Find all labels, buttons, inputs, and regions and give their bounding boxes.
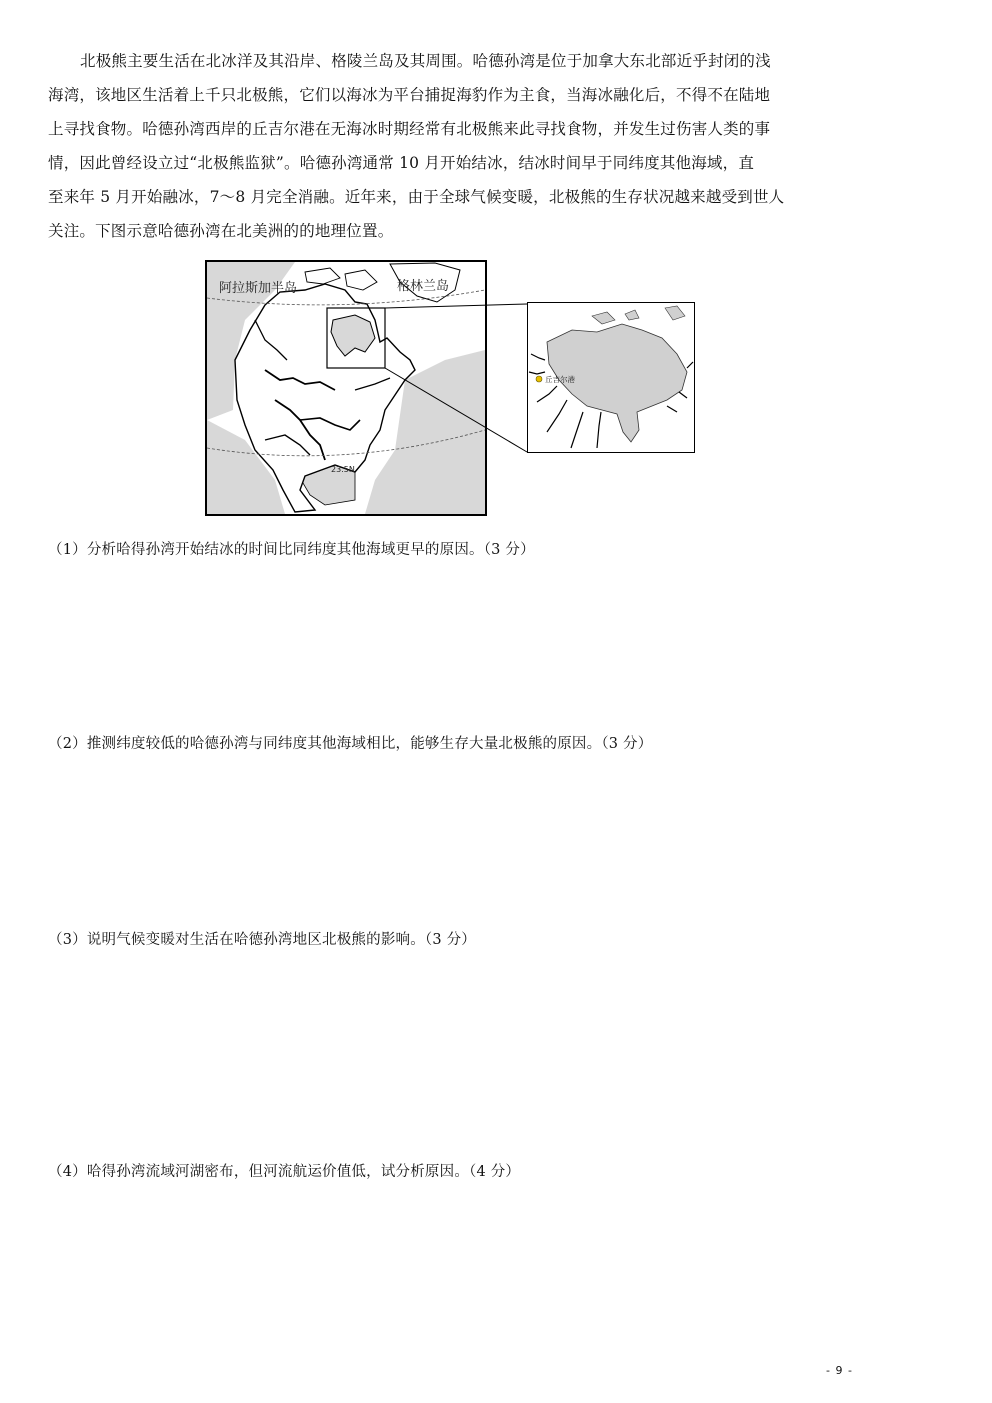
- intro-line: 至来年 5 月开始融冰，7～8 月完全消融。近年来，由于全球气候变暖，北极熊的生存状况越来越受到世人: [48, 188, 785, 206]
- question-3: （3）说明气候变暖对生活在哈德孙湾地区北极熊的影响。（3 分）: [48, 932, 477, 948]
- intro-line: 关注。下图示意哈德孙湾在北美洲的的地理位置。: [48, 222, 394, 240]
- intro-line: 海湾，该地区生活着上千只北极熊，它们以海冰为平台捕捉海豹作为主食，当海冰融化后，不得不在陆地: [48, 86, 771, 104]
- label-greenland: 格林兰岛: [397, 279, 450, 294]
- label-alaska: 阿拉斯加半岛: [219, 281, 298, 296]
- page-number: - 9 -: [826, 1364, 853, 1377]
- intro-paragraph: [48, 44, 862, 248]
- question-1: （1）分析哈得孙湾开始结冰的时间比同纬度其他海域更早的原因。（3 分）: [48, 542, 535, 558]
- intro-line: 上寻找食物。哈德孙湾西岸的丘吉尔港在无海冰时期经常有北极熊来此寻找食物，并发生过伤害人类的事: [48, 120, 771, 138]
- intro-line: 北极熊主要生活在北冰洋及其沿岸、格陵兰岛及其周围。哈德孙湾是位于加拿大东北部近乎封闭的浅: [80, 52, 771, 70]
- intro-line: 情，因此曾经设立过“北极熊监狱”。哈德孙湾通常 10 月开始结冰，结冰时间早于同纬度其他海域，直: [48, 154, 755, 172]
- hudson-bay-inset-map: [527, 302, 695, 453]
- port-dot-icon: [536, 376, 542, 382]
- question-4: （4）哈得孙湾流域河湖密布，但河流航运价值低，试分析原因。（4 分）: [48, 1164, 521, 1180]
- label-latitude: 23.5N: [331, 465, 355, 474]
- question-2: （2）推测纬度较低的哈德孙湾与同纬度其他海域相比，能够生存大量北极熊的原因。（3 分）: [48, 736, 653, 752]
- inset-port-label: 丘吉尔港: [545, 375, 575, 384]
- north-america-map: [205, 260, 487, 516]
- map-figure: [205, 260, 697, 518]
